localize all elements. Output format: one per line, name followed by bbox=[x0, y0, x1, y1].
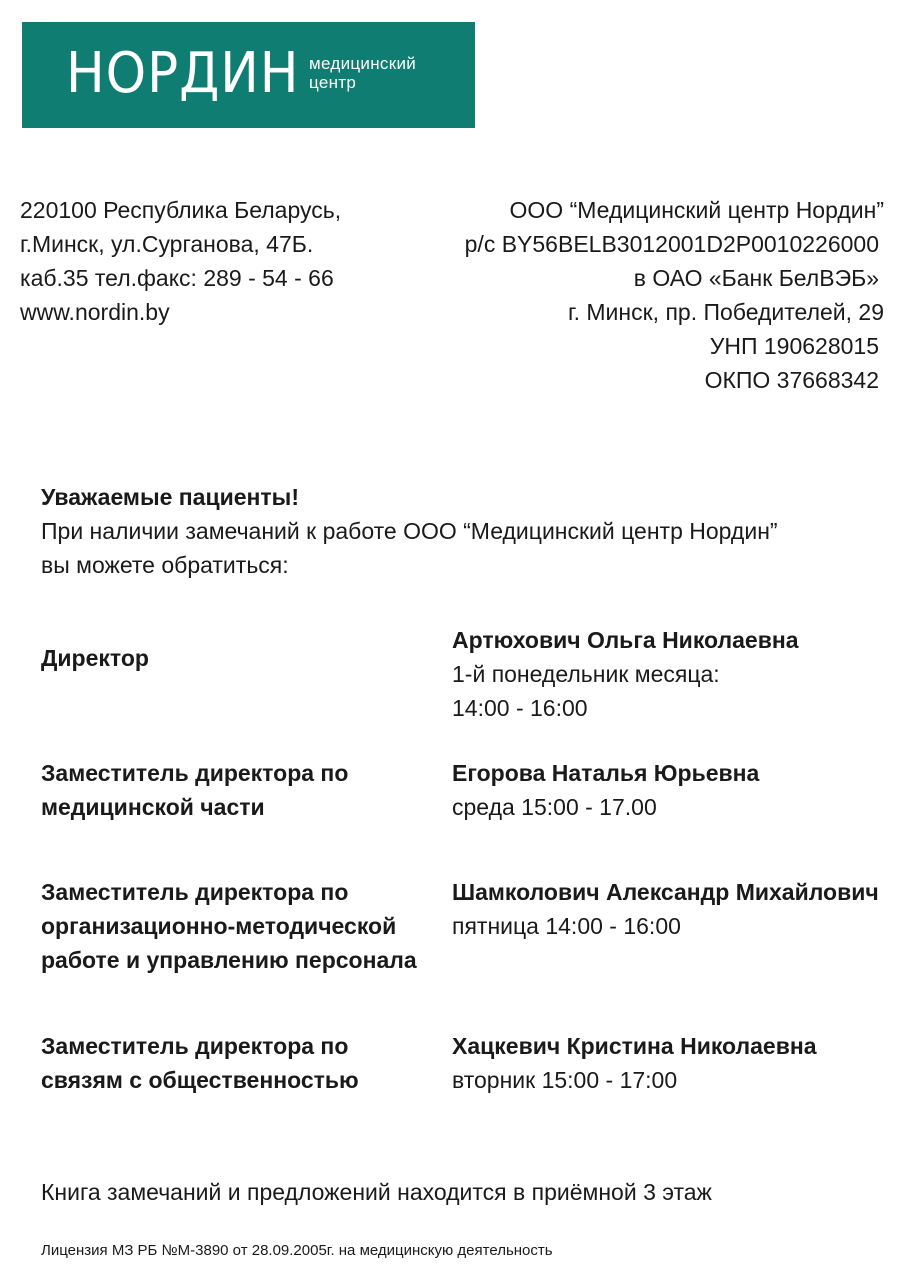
contact-person bbox=[452, 623, 799, 725]
contact-role-line: медицинской части bbox=[41, 794, 265, 820]
address-block bbox=[20, 193, 341, 329]
contact-role-line: Директор bbox=[41, 645, 149, 671]
logo-subtitle-line: медицинский bbox=[309, 54, 417, 73]
address-line: г.Минск, ул.Сурганова, 47Б. bbox=[20, 231, 314, 257]
contact-role-line: связям с общественностью bbox=[41, 1067, 359, 1093]
contact-name: Артюхович Ольга Николаевна bbox=[452, 627, 799, 653]
website-text: www.nordin.by bbox=[20, 299, 170, 325]
requisites-line: р/с BY56BELB3012001D2P0010226000 bbox=[464, 231, 879, 257]
logo-subtitle-line: центр bbox=[309, 73, 357, 92]
address-line: 220100 Республика Беларусь, bbox=[20, 197, 342, 223]
contact-role bbox=[41, 875, 441, 977]
contact-name: Егорова Наталья Юрьевна bbox=[452, 760, 760, 786]
contact-role-line: организационно-методической bbox=[41, 913, 397, 939]
contact-schedule: среда 15:00 - 17.00 bbox=[452, 794, 657, 820]
license-text: Лицензия МЗ РБ №М-3890 от 28.09.2005г. на медицинскую деятельность bbox=[41, 1242, 553, 1259]
complaint-book-note: Книга замечаний и предложений находится в приёмной 3 этаж bbox=[41, 1179, 712, 1205]
requisites-line: УНП 190628015 bbox=[709, 333, 879, 359]
requisites-line: в ОАО «Банк БелВЭБ» bbox=[633, 265, 879, 291]
contact-person bbox=[452, 756, 759, 824]
contact-role bbox=[41, 641, 441, 675]
logo bbox=[22, 22, 475, 128]
contact-person bbox=[452, 875, 879, 943]
notice-text: вы можете обратиться: bbox=[41, 552, 289, 578]
contact-role bbox=[41, 1029, 441, 1097]
contact-role-line: работе и управлению персонала bbox=[41, 947, 417, 973]
notice-greeting: Уважаемые пациенты! bbox=[41, 484, 299, 510]
contact-role-line: Заместитель директора по bbox=[41, 760, 349, 786]
contact-name: Хацкевич Кристина Николаевна bbox=[452, 1033, 817, 1059]
logo-subtitle bbox=[309, 54, 416, 92]
requisites-block bbox=[465, 193, 884, 397]
contact-role-line: Заместитель директора по bbox=[41, 879, 349, 905]
notice-block bbox=[41, 480, 778, 582]
contact-schedule: пятница 14:00 - 16:00 bbox=[452, 913, 681, 939]
address-line: каб.35 тел.факс: 289 - 54 - 66 bbox=[20, 265, 334, 291]
requisites-line: ООО “Медицинский центр Нордин” bbox=[509, 197, 884, 223]
contact-name: Шамколович Александр Михайлович bbox=[452, 879, 879, 905]
notice-text: При наличии замечаний к работе ООО “Медицинский центр Нордин” bbox=[41, 518, 778, 544]
contact-schedule: вторник 15:00 - 17:00 bbox=[452, 1067, 678, 1093]
logo-name: НОРДИН bbox=[66, 41, 300, 106]
contact-role-line: Заместитель директора по bbox=[41, 1033, 349, 1059]
contact-schedule: 1-й понедельник месяца: bbox=[452, 661, 720, 687]
requisites-line: ОКПО 37668342 bbox=[704, 367, 879, 393]
requisites-line: г. Минск, пр. Победителей, 29 bbox=[568, 299, 884, 325]
contact-schedule: 14:00 - 16:00 bbox=[452, 695, 588, 721]
contact-role bbox=[41, 756, 441, 824]
contact-person bbox=[452, 1029, 817, 1097]
